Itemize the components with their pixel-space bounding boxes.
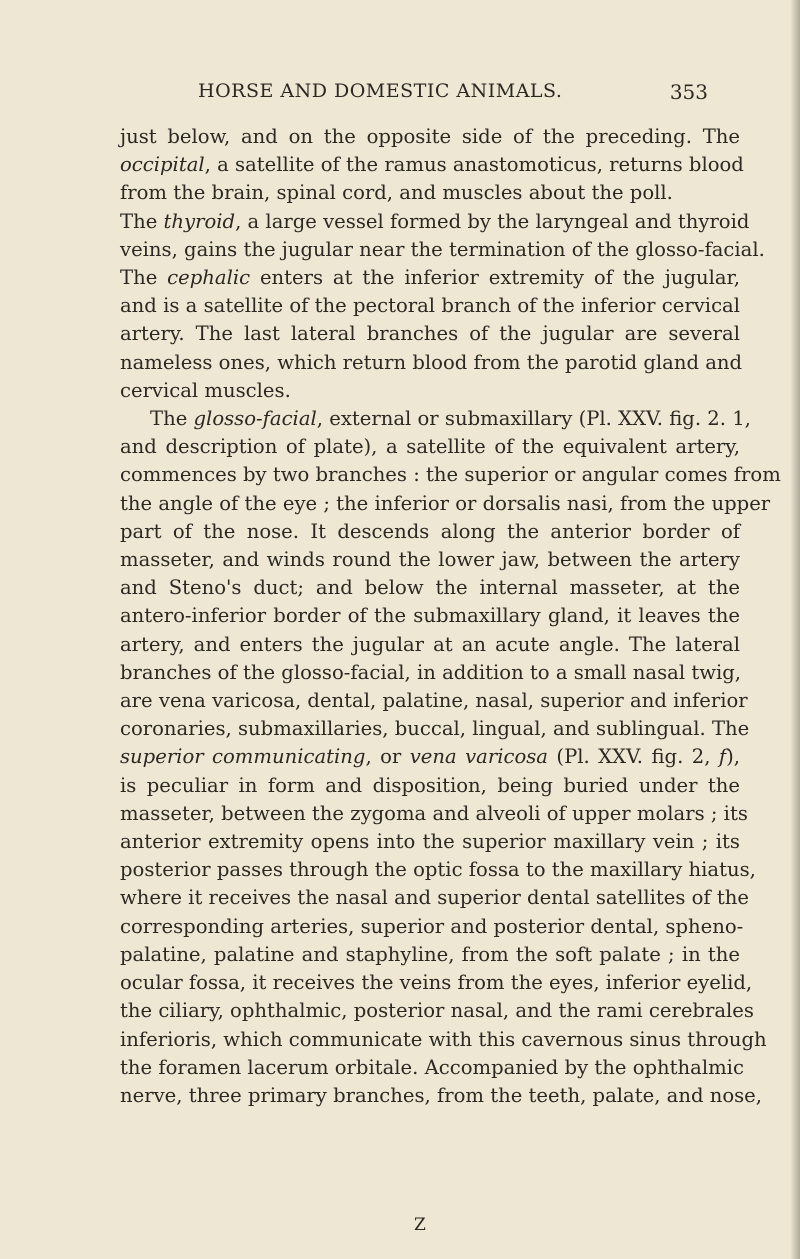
text-line <box>120 884 749 912</box>
text-run: and Steno's duct; and below the internal masseter, at the <box>120 576 740 600</box>
text-run: nerve, three primary branches, from the teeth, palate, and nose, <box>120 1083 763 1107</box>
text-run: artery. The last lateral branches of the jugular are several <box>120 322 740 346</box>
text-line <box>120 997 754 1025</box>
text-line <box>120 631 740 659</box>
italic-term: thyroid <box>163 209 236 233</box>
text-line <box>120 433 740 461</box>
text-run: The <box>150 407 194 431</box>
italic-term: occipital <box>120 153 205 177</box>
text-run: masseter, between the zygoma and alveoli of upper molars ; its <box>120 801 748 825</box>
text-run: branches of the glosso-facial, in addition to a small nasal twig, <box>120 660 742 684</box>
text-run: where it receives the nasal and superior dental satellites of the <box>120 886 749 910</box>
text-line <box>120 602 740 630</box>
text-line <box>120 236 765 264</box>
text-run: nameless ones, which return blood from the parotid gland and <box>120 350 743 374</box>
text-line <box>120 715 750 743</box>
text-line <box>120 320 740 348</box>
text-line <box>120 179 740 207</box>
text-line <box>120 1026 767 1054</box>
text-run: inferioris, which communicate with this cavernous sinus through <box>120 1027 767 1051</box>
text-line <box>120 687 748 715</box>
text-run: just below, and on the opposite side of the preceding. The <box>120 125 740 148</box>
text-line <box>120 772 740 800</box>
text-line <box>120 208 750 236</box>
text-run: commences by two branches : the superior or angular comes from <box>120 463 781 487</box>
italic-term: vena varicosa <box>409 745 548 769</box>
text-run: enters at the inferior extremity of the jugular, <box>250 266 740 290</box>
text-run: and description of plate), a satellite of the equivalent artery, <box>120 435 740 459</box>
text-line <box>120 941 740 969</box>
italic-term: superior communicating <box>120 745 366 769</box>
text-line <box>120 1054 744 1082</box>
text-run: The <box>120 266 168 290</box>
text-run: ), <box>726 745 740 769</box>
text-line <box>120 405 751 433</box>
text-run: and is a satellite of the pectoral branch of the inferior cervical <box>120 294 740 318</box>
text-run: coronaries, submaxillaries, buccal, lingual, and sublingual. The <box>120 717 750 741</box>
text-line <box>120 574 740 602</box>
text-run: corresponding arteries, superior and posterior dental, spheno- <box>120 914 744 938</box>
signature-mark: Z <box>414 1215 426 1235</box>
text-line <box>120 659 740 687</box>
text-run: artery, and enters the jugular at an acute angle. The lateral <box>120 632 740 656</box>
text-run: is peculiar in form and disposition, being buried under the <box>120 773 740 797</box>
text-run: (Pl. XXV. fig. 2, <box>548 745 719 769</box>
text-run: anterior extremity opens into the superior maxillary vein ; its <box>120 830 740 854</box>
italic-term: cephalic <box>167 266 251 290</box>
text-run: posterior passes through the optic fossa to the maxillary hiatus, <box>120 858 756 882</box>
text-line <box>120 490 771 518</box>
text-line <box>120 123 740 151</box>
text-line <box>120 969 753 997</box>
text-run: masseter, and winds round the lower jaw, between the artery <box>120 548 740 572</box>
text-line <box>120 1082 763 1110</box>
page-header <box>130 80 708 110</box>
page-edge-shadow <box>790 0 800 1259</box>
text-line <box>120 349 743 377</box>
text-run: The <box>120 209 164 233</box>
text-line <box>120 377 740 405</box>
text-run: antero-inferior border of the submaxillary gland, it leaves the <box>120 604 740 628</box>
text-run: are vena varicosa, dental, palatine, nasal, superior and inferior <box>120 689 748 713</box>
text-run: , a large vessel formed by the laryngeal and thyroid <box>235 209 750 233</box>
text-line <box>120 743 740 771</box>
text-run: the angle of the eye ; the inferior or dorsalis nasi, from the upper <box>120 491 771 515</box>
text-line <box>120 800 748 828</box>
italic-term: f <box>718 745 727 769</box>
text-line <box>120 546 740 574</box>
page-number: 353 <box>669 80 708 104</box>
text-run: the ciliary, ophthalmic, posterior nasal, and the rami cerebrales <box>120 999 754 1023</box>
text-line <box>120 913 744 941</box>
text-run: veins, gains the jugular near the termination of the glosso-facial. <box>120 237 765 261</box>
text-run: part of the nose. It descends along the anterior border of <box>120 519 740 543</box>
running-head: HORSE AND DOMESTIC ANIMALS. <box>198 80 563 102</box>
text-line <box>120 518 740 546</box>
text-run: cervical muscles. <box>120 378 291 402</box>
text-line <box>120 151 744 179</box>
italic-term: glosso-facial <box>193 407 317 431</box>
text-line <box>120 292 740 320</box>
text-run: , or <box>365 745 410 769</box>
text-run: the foramen lacerum orbitale. Accompanied by the ophthalmic <box>120 1055 744 1079</box>
text-line <box>120 461 781 489</box>
text-run: , external or submaxillary (Pl. XXV. fig. 2. 1, <box>316 407 751 431</box>
text-run: from the brain, spinal cord, and muscles about the poll. <box>120 181 673 205</box>
text-line <box>120 264 740 292</box>
text-run: ocular fossa, it receives the veins from the eyes, inferior eyelid, <box>120 971 753 995</box>
body-text <box>120 123 781 1110</box>
text-line <box>120 856 756 884</box>
text-run: , a satellite of the ramus anastomoticus, returns blood <box>204 153 744 177</box>
text-run: palatine, palatine and staphyline, from the soft palate ; in the <box>120 942 740 966</box>
text-line <box>120 828 740 856</box>
